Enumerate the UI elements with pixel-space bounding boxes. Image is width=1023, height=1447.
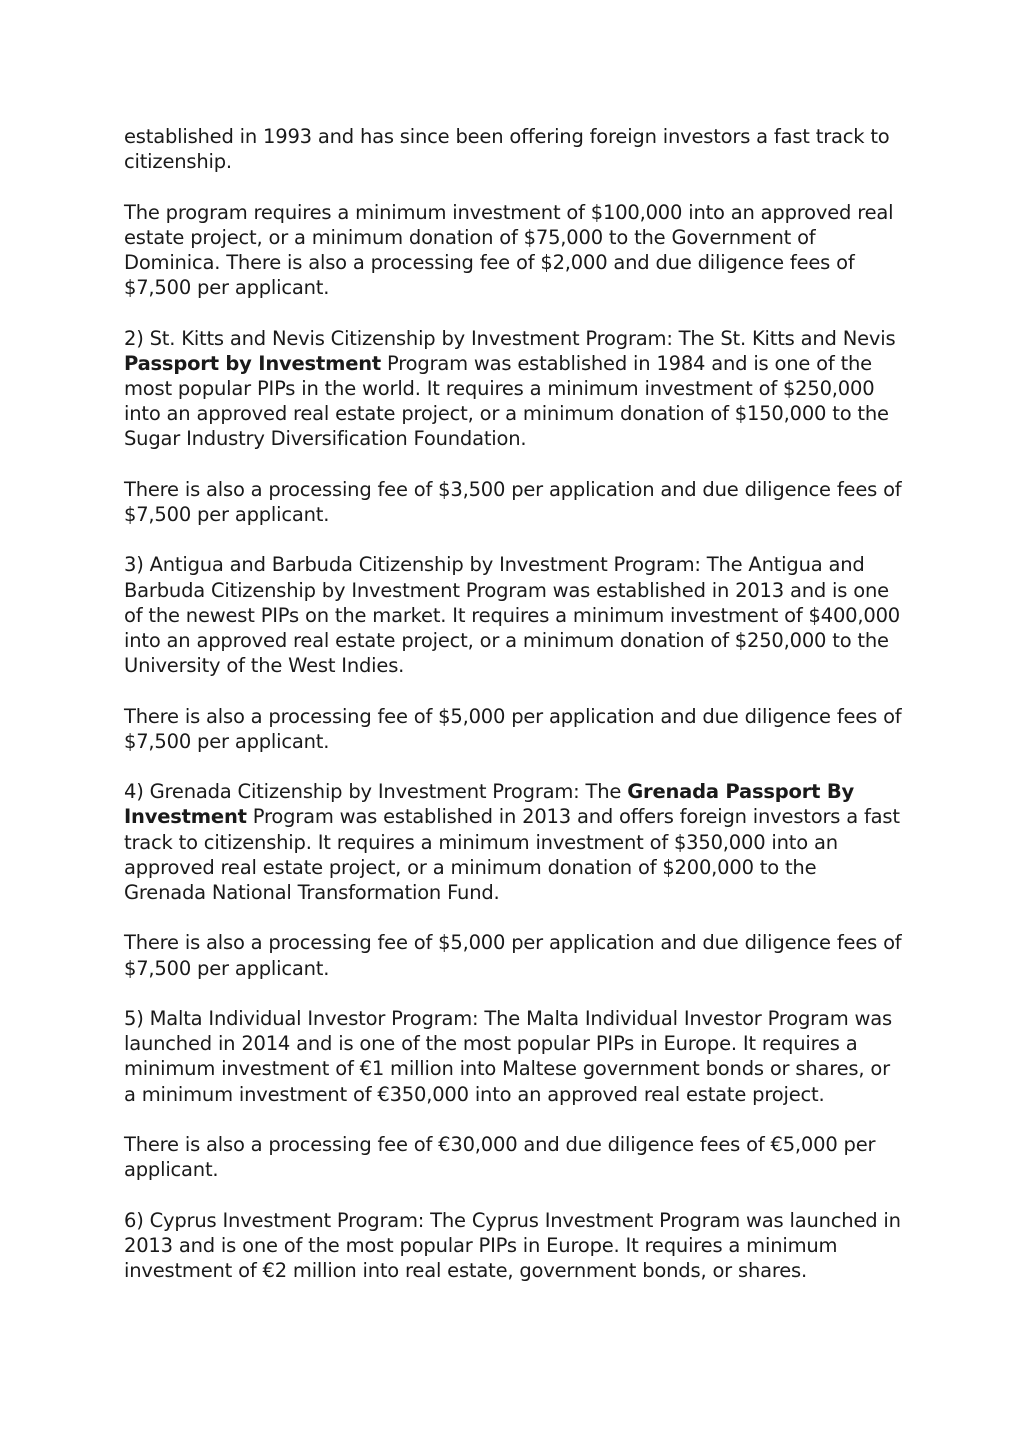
paragraph-text: established in 1993 and has since been offering foreign investors a fast track to citizenship.	[124, 125, 890, 174]
paragraph-text: 5) Malta Individual Investor Program: The Malta Individual Investor Program was launched in 2014 and is one of the most popular PIPs in Europe. It requires a minimum investment of €1 million into Maltese government bonds or shares, or a minimum investment of €350,000 into an approved real estate project.	[124, 1006, 892, 1106]
paragraph-text: There is also a processing fee of $5,000 per application and due diligence fees of $7,500 per applicant.	[124, 931, 902, 980]
paragraph-text: The program requires a minimum investment of $100,000 into an approved real estate project, or a minimum donation of $75,000 to the Government of Dominica. There is also a processing fee of $2,000 and due diligence fees of $7,500 per applicant.	[124, 200, 894, 300]
document-page	[124, 124, 904, 1283]
paragraph-text: There is also a processing fee of $5,000 per application and due diligence fees of $7,500 per applicant.	[124, 704, 902, 753]
bold-phrase: Passport by Investment	[124, 351, 382, 375]
paragraph-st-kitts-fees	[124, 477, 904, 527]
paragraph-text: Program was established in 2013 and offers foreign investors a fast track to citizenship. It requires a minimum investment of $350,000 into an approved real estate project, or a minimum donation of $200,000 to the Grenada National Transformation Fund.	[124, 805, 900, 904]
paragraph-text: 2) St. Kitts and Nevis Citizenship by Investment Program: The St. Kitts and Nevis	[124, 326, 896, 350]
paragraph-text: 6) Cyprus Investment Program: The Cyprus Investment Program was launched in 2013 and is one of the most popular PIPs in Europe. It requires a minimum investment of €2 million into real estate, government bonds, or shares.	[124, 1208, 901, 1282]
paragraph-malta-program	[124, 1006, 904, 1107]
paragraph-intro-continuation	[124, 124, 904, 174]
paragraph-text: 3) Antigua and Barbuda Citizenship by Investment Program: The Antigua and Barbuda Citizenship by Investment Program was established in 2013 and is one of the newest PIPs on the market. It requires a minimum investment of $400,000 into an approved real estate project, or a minimum donation of $250,000 to the University of the West Indies.	[124, 553, 900, 678]
paragraph-cyprus-program	[124, 1208, 904, 1284]
paragraph-text: There is also a processing fee of €30,000 and due diligence fees of €5,000 per applicant.	[124, 1132, 876, 1182]
paragraph-text: Program was established in 1984 and is one of the most popular PIPs in the world. It requires a minimum investment of $250,000 into an approved real estate project, or a minimum donation of $150,000 to the Sugar Industry Diversification Foundation.	[124, 351, 889, 451]
paragraph-grenada-program	[124, 779, 904, 905]
paragraph-text: 4) Grenada Citizenship by Investment Program: The	[124, 780, 628, 804]
paragraph-text: There is also a processing fee of $3,500 per application and due diligence fees of $7,500 per applicant.	[124, 477, 902, 526]
paragraph-st-kitts-program	[124, 326, 904, 452]
bold-phrase: Grenada Passport By Investment	[124, 780, 855, 829]
paragraph-grenada-fees	[124, 930, 904, 980]
paragraph-antigua-program	[124, 552, 904, 678]
paragraph-antigua-fees	[124, 704, 904, 754]
paragraph-malta-fees	[124, 1132, 904, 1182]
paragraph-dominica-requirements	[124, 200, 904, 301]
